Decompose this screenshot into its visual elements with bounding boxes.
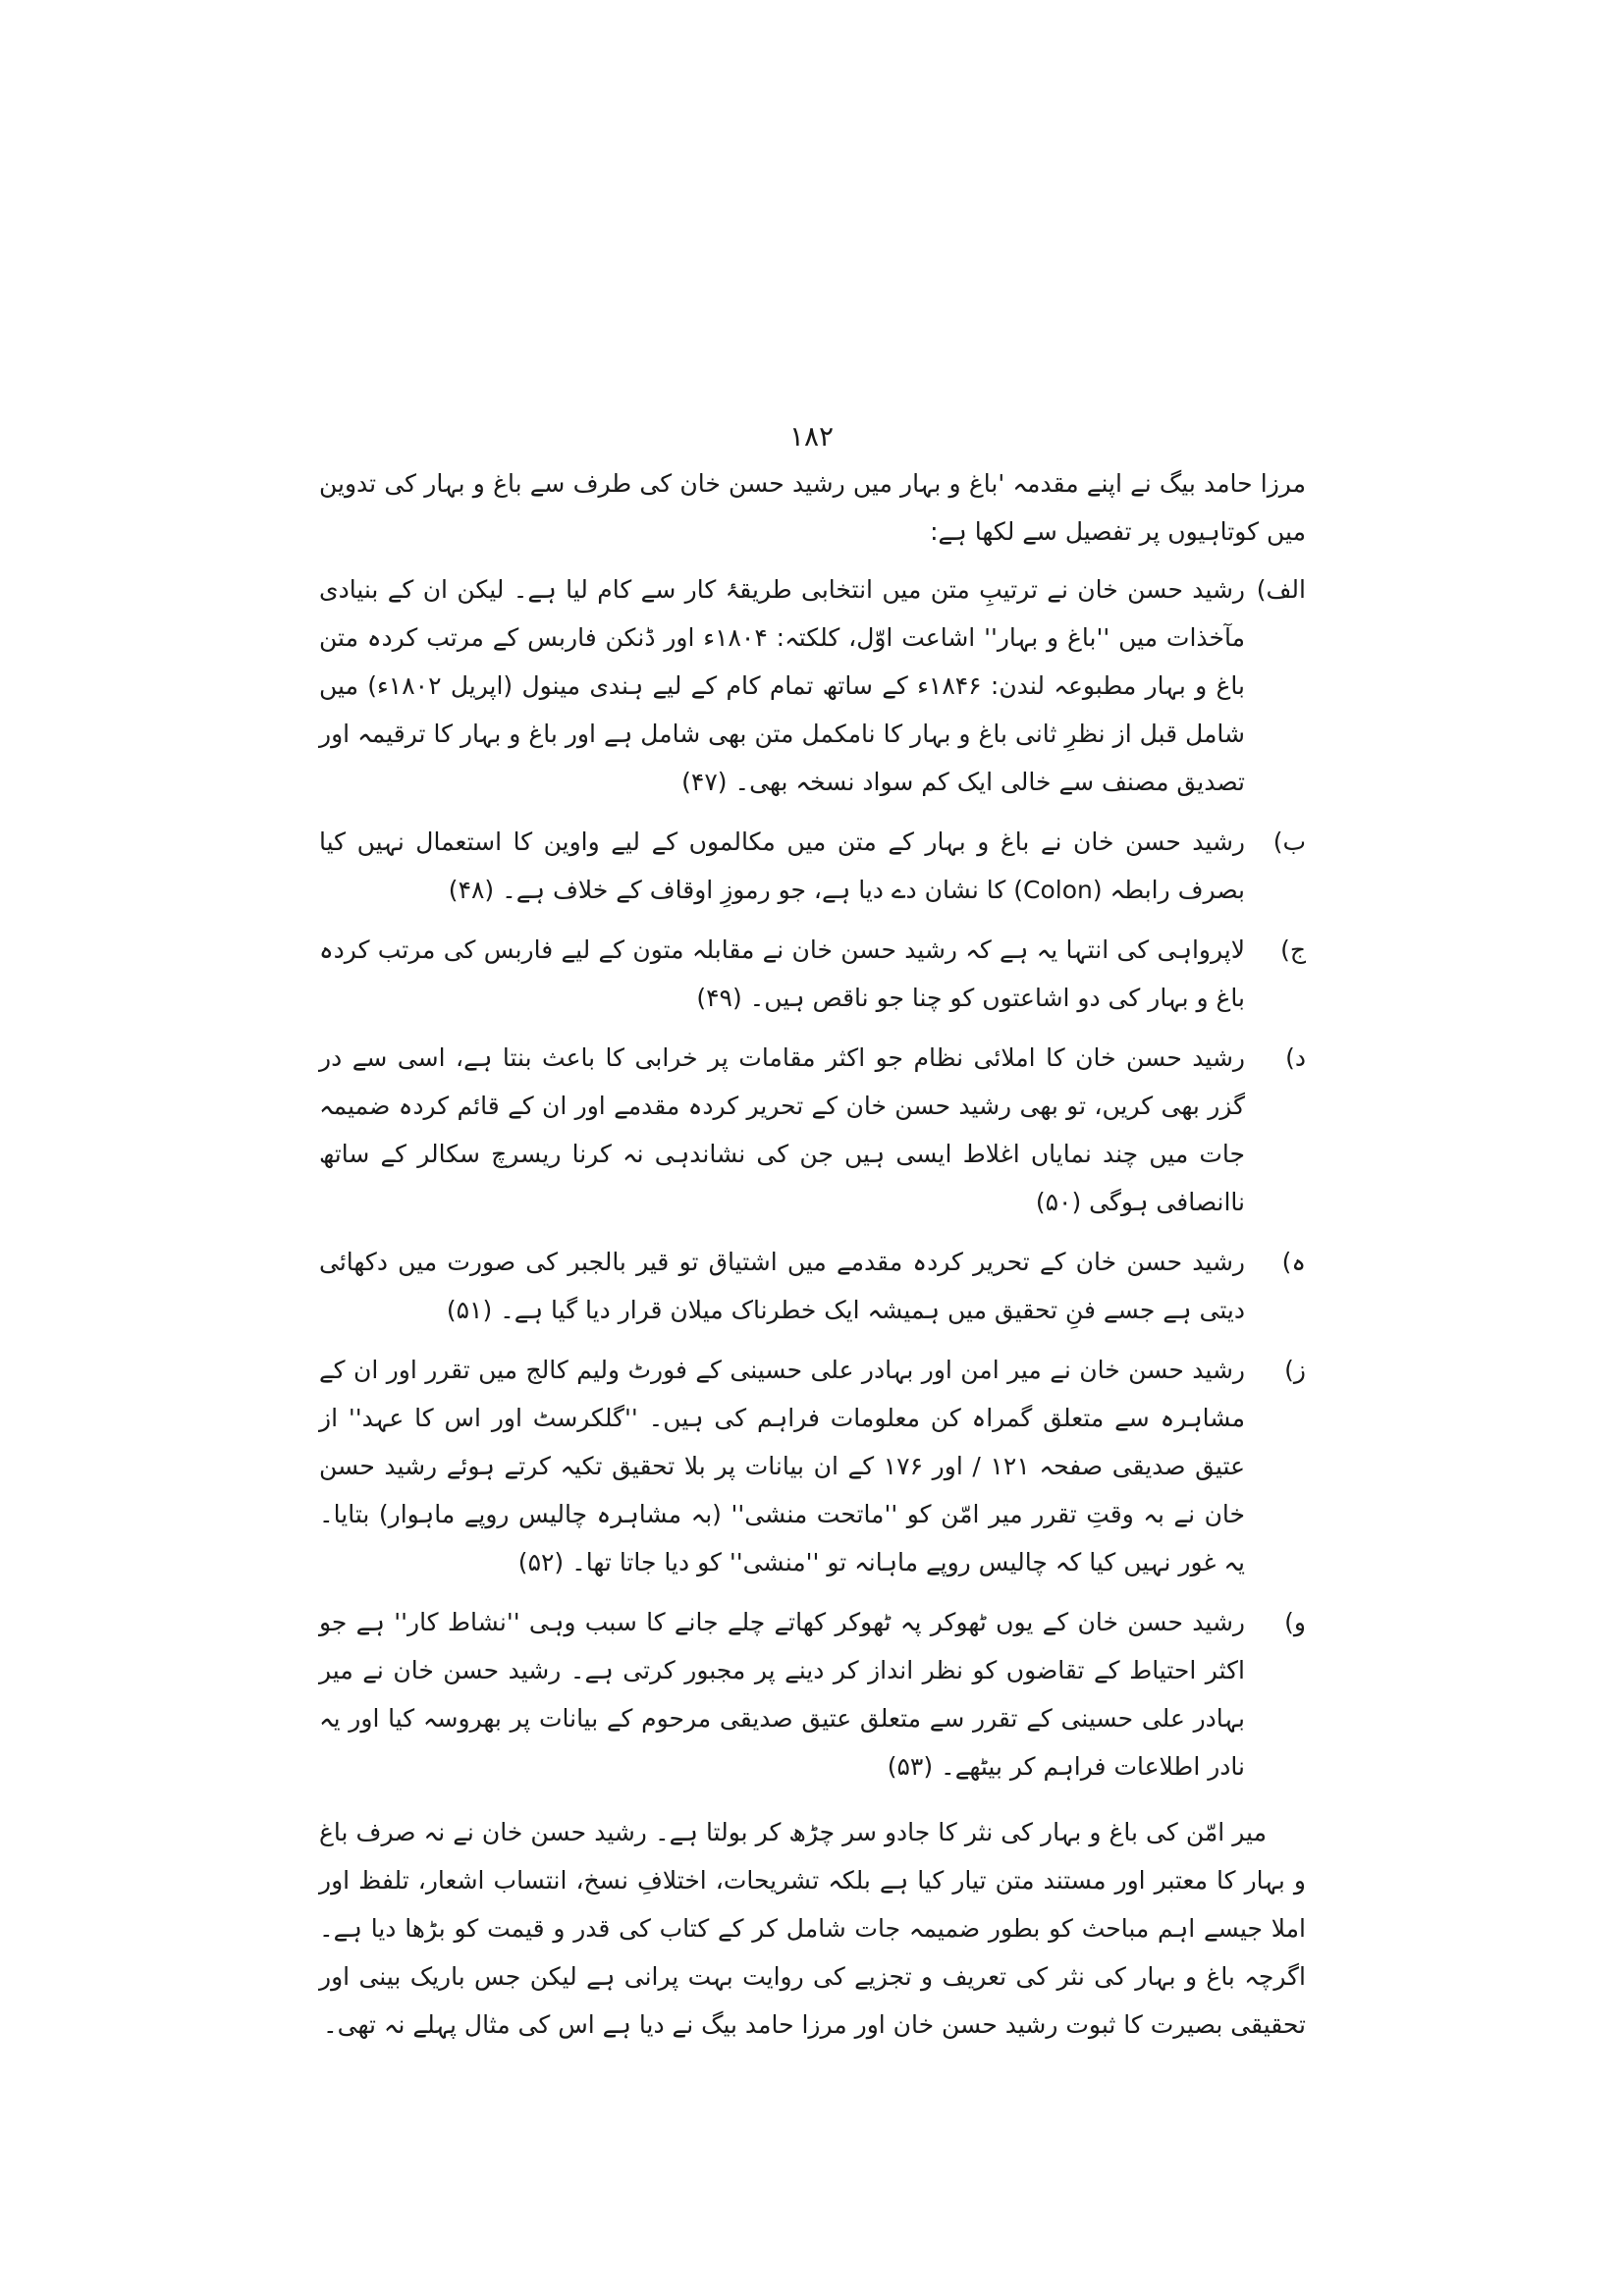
list-item-ze — [319, 1346, 1306, 1586]
item-text: رشید حسن خان نے باغ و بہار کے متن میں مکالموں کے لیے واوین کا استعمال نہیں کیا بصرف رابطہ (Colon) کا نشان دے دیا ہے، جو رموزِ اوقاف کے خلاف ہے۔ (۴۸) — [319, 828, 1245, 904]
critique-list — [319, 565, 1306, 1790]
item-marker: ب) — [1272, 828, 1306, 856]
item-text: رشید حسن خان کے یوں ٹھوکر پہ ٹھوکر کھاتے چلے جانے کا سبب وہی ''نشاط کار'' ہے جو اکثر احتیاط کے تقاضوں کو نظر انداز کر دینے پر مجبور کرتی ہے۔ رشید حسن خان نے میر بہادر علی حسینی کے تقرر سے متعلق عتیق صدیقی مرحوم کے بیانات پر بھروسہ کیا اور یہ نادر اطلاعات فراہم کر بیٹھے۔ (۵۳) — [319, 1608, 1245, 1781]
list-item-dal — [319, 1034, 1306, 1226]
list-item-alif — [319, 565, 1306, 806]
item-marker: د) — [1285, 1043, 1306, 1072]
item-text: رشید حسن خان کا املائی نظام جو اکثر مقامات پر خرابی کا باعث بنتا ہے، اسی سے در گزر بھی کریں، تو بھی رشید حسن خان کے تحریر کردہ مقدمے اور ان کے قائم کردہ ضمیمہ جات میں چند نمایاں اغلاط ایسی ہیں جن کی نشاندہی نہ کرنا ریسرچ سکالر کے ساتھ ناانصافی ہوگی (۵۰) — [319, 1043, 1245, 1216]
item-text: رشید حسن خان نے میر امن اور بہادر علی حسینی کے فورٹ ولیم کالج میں تقرر اور ان کے مشاہرہ سے متعلق گمراہ کن معلومات فراہم کی ہیں۔ ''گلکرسٹ اور اس کا عہد'' از عتیق صدیقی صفحہ ۱۲۱ / اور ۱۷۶ کے ان بیانات پر بلا تحقیق تکیہ کرتے ہوئے رشید حسن خان نے بہ وقتِ تقرر میر امّن کو ''ماتحت منشی'' (بہ مشاہرہ چالیس روپے ماہوار) بتایا۔ یہ غور نہیں کیا کہ چالیس روپے ماہانہ تو ''منشی'' کو دیا جاتا تھا۔ (۵۲) — [319, 1356, 1245, 1576]
item-text: رشید حسن خان کے تحریر کردہ مقدمے میں اشتیاق تو قیر بالجبر کی صورت میں دکھائی دیتی ہے جسے فنِ تحقیق میں ہمیشہ ایک خطرناک میلان قرار دیا گیا ہے۔ (۵۱) — [319, 1248, 1245, 1324]
list-item-jeem — [319, 926, 1306, 1022]
list-item-he — [319, 1238, 1306, 1334]
list-item-be — [319, 818, 1306, 914]
item-marker: و) — [1284, 1608, 1306, 1636]
item-marker: ج) — [1280, 935, 1306, 964]
list-item-wao — [319, 1598, 1306, 1790]
item-marker: ز) — [1284, 1356, 1306, 1384]
page-body — [319, 459, 1306, 2058]
intro-paragraph: مرزا حامد بیگ نے اپنے مقدمہ 'باغ و بہار میں رشید حسن خان کی طرف سے باغ و بہار کی تدوین میں کوتاہیوں پر تفصیل سے لکھا ہے: — [319, 469, 1306, 546]
item-text: لاپرواہی کی انتہا یہ ہے کہ رشید حسن خان نے مقابلہ متون کے لیے فاربس کی مرتب کردہ باغ و بہار کی دو اشاعتوں کو چنا جو ناقص ہیں۔ (۴۹) — [319, 935, 1245, 1012]
closing-paragraph: میر امّن کی باغ و بہار کی نثر کا جادو سر چڑھ کر بولتا ہے۔ رشید حسن خان نے نہ صرف باغ و بہار کا معتبر اور مستند متن تیار کیا ہے بلکہ تشریحات، اختلافِ نسخ، انتساب اشعار، تلفظ اور املا جیسے اہم مباحث کو بطور ضمیمہ جات شامل کر کے کتاب کی قدر و قیمت کو بڑھا دیا ہے۔ اگرچہ باغ و بہار کی نثر کی تعریف و تجزیے کی روایت بہت پرانی ہے لیکن جس باریک بینی اور تحقیقی بصیرت کا ثبوت رشید حسن خان اور مرزا حامد بیگ نے دیا ہے اس کی مثال پہلے نہ تھی۔ — [319, 1818, 1306, 2039]
page-number: ۱۸۲ — [788, 420, 835, 453]
item-text: رشید حسن خان نے ترتیبِ متن میں انتخابی طریقۂ کار سے کام لیا ہے۔ لیکن ان کے بنیادی مآخذات میں ''باغ و بہار'' اشاعت اوّل، کلکتہ: ۱۸۰۴ء اور ڈنکن فاربس کے مرتب کردہ متن باغ و بہار مطبوعہ لندن: ۱۸۴۶ء کے ساتھ تمام کام کے لیے ہندی مینول (اپریل ۱۸۰۲ء) میں شامل قبل از نظرِ ثانی باغ و بہار کا نامکمل متن بھی شامل ہے اور باغ و بہار کا ترقیمہ اور تصدیق مصنف سے خالی ایک کم سواد نسخہ بھی۔ (۴۷) — [319, 575, 1246, 796]
item-marker: الف) — [1256, 575, 1306, 604]
item-marker: ہ) — [1281, 1248, 1306, 1276]
